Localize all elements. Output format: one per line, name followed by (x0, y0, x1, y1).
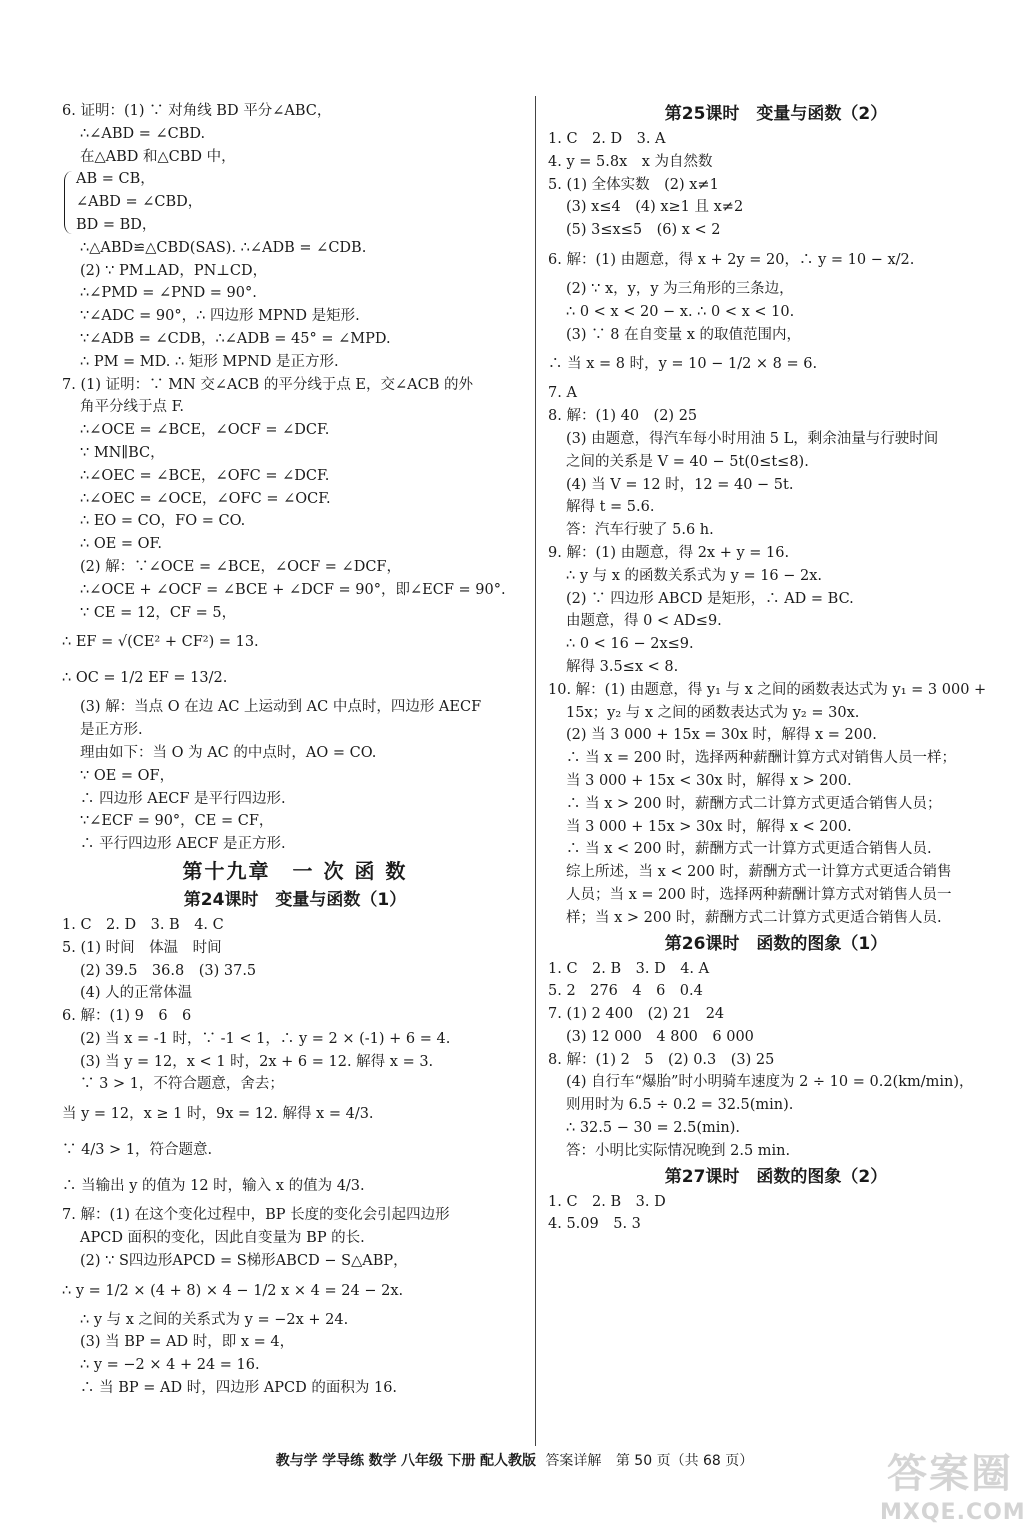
column-divider (535, 96, 536, 1446)
text-line: 4. 5.09 5. 3 (548, 1216, 641, 1233)
text-line: ∵ OE = OF， (80, 767, 175, 784)
text-line: (2) 当 3 000 + 15x = 30x 时，解得 x = 200. (566, 727, 877, 744)
text-line: (2) 39.5 36.8 (3) 37.5 (80, 962, 257, 979)
text-line: (5) 3≤x≤5 (6) x < 2 (566, 222, 721, 239)
text-line: ∴∠OCE + ∠OCF = ∠BCE + ∠DCF = 90°，即∠ECF = 90°. (80, 581, 506, 598)
text-line: 1. C 2. D 3. A (548, 131, 666, 147)
text-line: BD = BD， (76, 216, 157, 233)
footer-series: 学导练 (322, 1453, 365, 1469)
text-line: ∴ EF = √(CE² + CF²) = 13. (62, 634, 259, 651)
text-line: 理由如下：当 O 为 AC 的中点时，AO = CO. (80, 744, 377, 761)
text-line: (2) 当 x = -1 时，∵ -1 < 1，∴ y = 2 × (-1) + 6 = 4. (80, 1030, 451, 1047)
text-line: ∵ 4/3 > 1，符合题意. (62, 1142, 213, 1159)
lesson-title: 第25课时 变量与函数（2） (664, 104, 888, 124)
text-line: 7. A (548, 385, 577, 402)
footer-volume: 下册 (447, 1453, 476, 1469)
text-line: ∴ 当 x > 200 时，薪酬方式二计算方式更适合销售人员； (566, 795, 942, 812)
text-line: (3) 12 000 4 800 6 000 (566, 1028, 754, 1045)
left-column (62, 100, 528, 1400)
text-line: 5. 2 276 4 6 0.4 (548, 983, 703, 1000)
footer-grade: 八年级 (401, 1453, 444, 1469)
text-line: 7. (1) 2 400 (2) 21 24 (548, 1006, 725, 1023)
text-line: (2) ∵ PM⊥AD，PN⊥CD， (80, 262, 268, 279)
text-line: ∴ y = −2 × 4 + 24 = 16. (80, 1357, 260, 1374)
text-line: ∴∠ABD = ∠CBD. (80, 125, 206, 142)
text-line: 1. C 2. D 3. B 4. C (62, 916, 224, 933)
text-line: (4) 自行车“爆胎”时小明骑车速度为 2 ÷ 10 = 0.2(km/min)， (566, 1074, 974, 1091)
text-line: (2) 解：∵∠OCE = ∠BCE，∠OCF = ∠DCF， (80, 558, 401, 575)
text-line: 5. (1) 时间 体温 时间 (62, 939, 222, 956)
text-line: 4. y = 5.8x x 为自然数 (548, 153, 713, 170)
text-line: 6. 证明：(1) ∵ 对角线 BD 平分∠ABC， (62, 103, 332, 119)
text-line: ∴∠PMD = ∠PND = 90°. (80, 285, 257, 302)
equation-system (62, 168, 528, 236)
text-line: ∠ABD = ∠CBD， (76, 194, 203, 211)
text-line: ∴ 当 x = 8 时，y = 10 − 1/2 × 8 = 6. (548, 356, 818, 373)
text-line: 解得 t = 5.6. (566, 499, 655, 516)
text-line: ∴∠OCE = ∠BCE，∠OCF = ∠DCF. (80, 422, 330, 439)
text-line: AB = CB， (76, 171, 155, 188)
text-line: 在△ABD 和△CBD 中， (80, 148, 236, 165)
text-line: 8. 解：(1) 2 5 (2) 0.3 (3) 25 (548, 1051, 775, 1068)
text-line: ∴ 平行四边形 AECF 是正方形. (80, 836, 286, 853)
text-line: ∴ y 与 x 的函数关系式为 y = 16 − 2x. (566, 567, 823, 584)
text-line: ∴ y = 1/2 × (4 + 8) × 4 − 1/2 x × 4 = 24 − 2x. (62, 1282, 404, 1299)
text-line: ∴ PM = MD. ∴ 矩形 MPND 是正方形. (80, 353, 339, 370)
watermark-logo (880, 1448, 1026, 1534)
text-line: 10. 解：(1) 由题意，得 y₁ 与 x 之间的函数表达式为 y₁ = 3 000 + (548, 681, 987, 698)
text-line: 5. (1) 全体实数 (2) x≠1 (548, 176, 719, 193)
text-line: ∴ OE = OF. (80, 536, 162, 553)
text-line: ∵∠ECF = 90°，CE = CF， (80, 813, 274, 830)
chapter-title: 第十九章 一 次 函 数 (182, 858, 408, 883)
text-line: ∴∠OEC = ∠OCE，∠OFC = ∠OCF. (80, 490, 331, 507)
text-line: 是正方形. (80, 722, 143, 739)
text-line: ∴ OC = 1/2 EF = 13/2. (62, 670, 228, 687)
text-line: 则用时为 6.5 ÷ 0.2 = 32.5(min). (566, 1097, 794, 1114)
text-line: ∴ 32.5 − 30 = 2.5(min). (566, 1120, 741, 1137)
text-line: ∴ 当 x = 200 时，选择两种薪酬计算方式对销售人员一样； (566, 750, 957, 767)
text-line: (2) ∵ x，y，y 为三角形的三条边， (566, 280, 794, 297)
text-line: 1. C 2. B 3. D (548, 1193, 666, 1210)
watermark-logo-text: 答案圈 (887, 1451, 1013, 1497)
text-line: 角平分线于点 F. (80, 399, 185, 416)
text-line: ∴ 0 < 16 − 2x≤9. (566, 636, 694, 653)
text-line: 由题意，得 0 < AD≤9. (566, 613, 722, 630)
text-line: ∵ MN∥BC， (80, 444, 165, 461)
text-line: 1. C 2. B 3. D 4. A (548, 960, 710, 977)
text-line: (4) 人的正常体温 (80, 985, 193, 1002)
text-line: (3) ∵ 8 在自变量 x 的取值范围内， (566, 326, 801, 343)
text-line: ∴ y 与 x 之间的关系式为 y = −2x + 24. (80, 1311, 349, 1328)
text-line: (3) 当 BP = AD 时，即 x = 4， (80, 1334, 295, 1351)
text-line: 解得 3.5≤x < 8. (566, 658, 679, 675)
brace-icon (64, 171, 73, 233)
text-line: ∵ 3 > 1，不符合题意，舍去； (80, 1076, 284, 1093)
text-line: 当 3 000 + 15x > 30x 时，解得 x < 200. (566, 818, 852, 835)
footer-publisher: 教与学 (275, 1453, 318, 1469)
text-line: 6. 解：(1) 9 6 6 (62, 1008, 192, 1025)
lesson-title: 第26课时 函数的图象（1） (664, 933, 888, 954)
text-line: ∵∠ADC = 90°，∴ 四边形 MPND 是矩形. (80, 308, 360, 325)
text-line: 15x；y₂ 与 x 之间的函数表达式为 y₂ = 30x. (566, 704, 860, 721)
text-line: 当 y = 12，x ≥ 1 时，9x = 12. 解得 x = 4/3. (62, 1106, 374, 1123)
text-line: ∵ CE = 12，CF = 5， (80, 604, 237, 621)
text-line: 7. 解：(1) 在这个变化过程中，BP 长度的变化会引起四边形 (62, 1207, 450, 1224)
text-line: 之间的关系是 V = 40 − 5t(0≤t≤8). (566, 453, 809, 470)
text-line: (3) 解：当点 O 在边 AC 上运动到 AC 中点时，四边形 AECF (80, 699, 482, 716)
text-line: 答：小明比实际情况晚到 2.5 min. (566, 1142, 791, 1159)
lesson-title: 第27课时 函数的图象（2） (664, 1166, 888, 1187)
footer-edition: 配人教版 (479, 1453, 536, 1469)
text-line: 答：汽车行驶了 5.6 h. (566, 522, 714, 539)
text-line: (3) 由题意，得汽车每小时用油 5 L，剩余油量与行驶时间 (566, 430, 939, 447)
text-line: ∴ 0 < x < 20 − x. ∴ 0 < x < 10. (566, 303, 795, 320)
text-line: 8. 解：(1) 40 (2) 25 (548, 408, 698, 425)
text-line: 综上所述，当 x < 200 时，薪酬方式一计算方式更适合销售 (566, 864, 952, 881)
text-line: 6. 解：(1) 由题意，得 x + 2y = 20，∴ y = 10 − x/2. (548, 251, 915, 268)
text-line: ∴ 当 x < 200 时，薪酬方式一计算方式更适合销售人员. (566, 841, 932, 858)
text-line: (2) ∵ S四边形APCD = S梯形ABCD − S△ABP， (80, 1252, 408, 1269)
page-footer (0, 1450, 1034, 1470)
text-line: ∴ EO = CO，FO = CO. (80, 513, 246, 530)
right-column (548, 100, 1004, 1236)
text-line: APCD 面积的变化，因此自变量为 BP 的长. (80, 1230, 365, 1247)
text-line: 样；当 x > 200 时，薪酬方式二计算方式更适合销售人员. (566, 909, 942, 926)
text-line: ∵∠ADB = ∠CDB，∴∠ADB = 45° = ∠MPD. (80, 330, 391, 347)
footer-page-number: 第 50 页（共 68 页） (615, 1453, 754, 1469)
text-line: (4) 当 V = 12 时，12 = 40 − 5t. (566, 476, 794, 493)
text-line: ∴ 当输出 y 的值为 12 时，输入 x 的值为 4/3. (62, 1178, 365, 1195)
text-line: 9. 解：(1) 由题意，得 2x + y = 16. (548, 544, 790, 561)
footer-section: 答案详解 (545, 1453, 602, 1469)
text-line: (3) 当 y = 12，x < 1 时，2x + 6 = 12. 解得 x = 3. (80, 1053, 434, 1070)
text-line: ∴△ABD≌△CBD(SAS). ∴∠ADB = ∠CDB. (80, 239, 367, 256)
text-line: ∴∠OEC = ∠BCE，∠OFC = ∠DCF. (80, 467, 330, 484)
text-line: 7. (1) 证明：∵ MN 交∠ACB 的平分线于点 E，交∠ACB 的外 (62, 376, 473, 393)
text-line: 当 3 000 + 15x < 30x 时，解得 x > 200. (566, 772, 852, 789)
watermark-url: MXQE.COM (880, 1500, 1026, 1525)
text-line: (2) ∵ 四边形 ABCD 是矩形，∴ AD = BC. (566, 590, 854, 607)
text-line: (3) x≤4 (4) x≥1 且 x≠2 (566, 199, 744, 216)
text-line: ∴ 当 BP = AD 时，四边形 APCD 的面积为 16. (80, 1380, 398, 1397)
footer-subject: 数学 (368, 1453, 397, 1469)
lesson-title: 第24课时 变量与函数（1） (183, 889, 407, 910)
text-line: 人员；当 x = 200 时，选择两种薪酬计算方式对销售人员一 (566, 886, 952, 903)
text-line: ∴ 四边形 AECF 是平行四边形. (80, 790, 286, 807)
